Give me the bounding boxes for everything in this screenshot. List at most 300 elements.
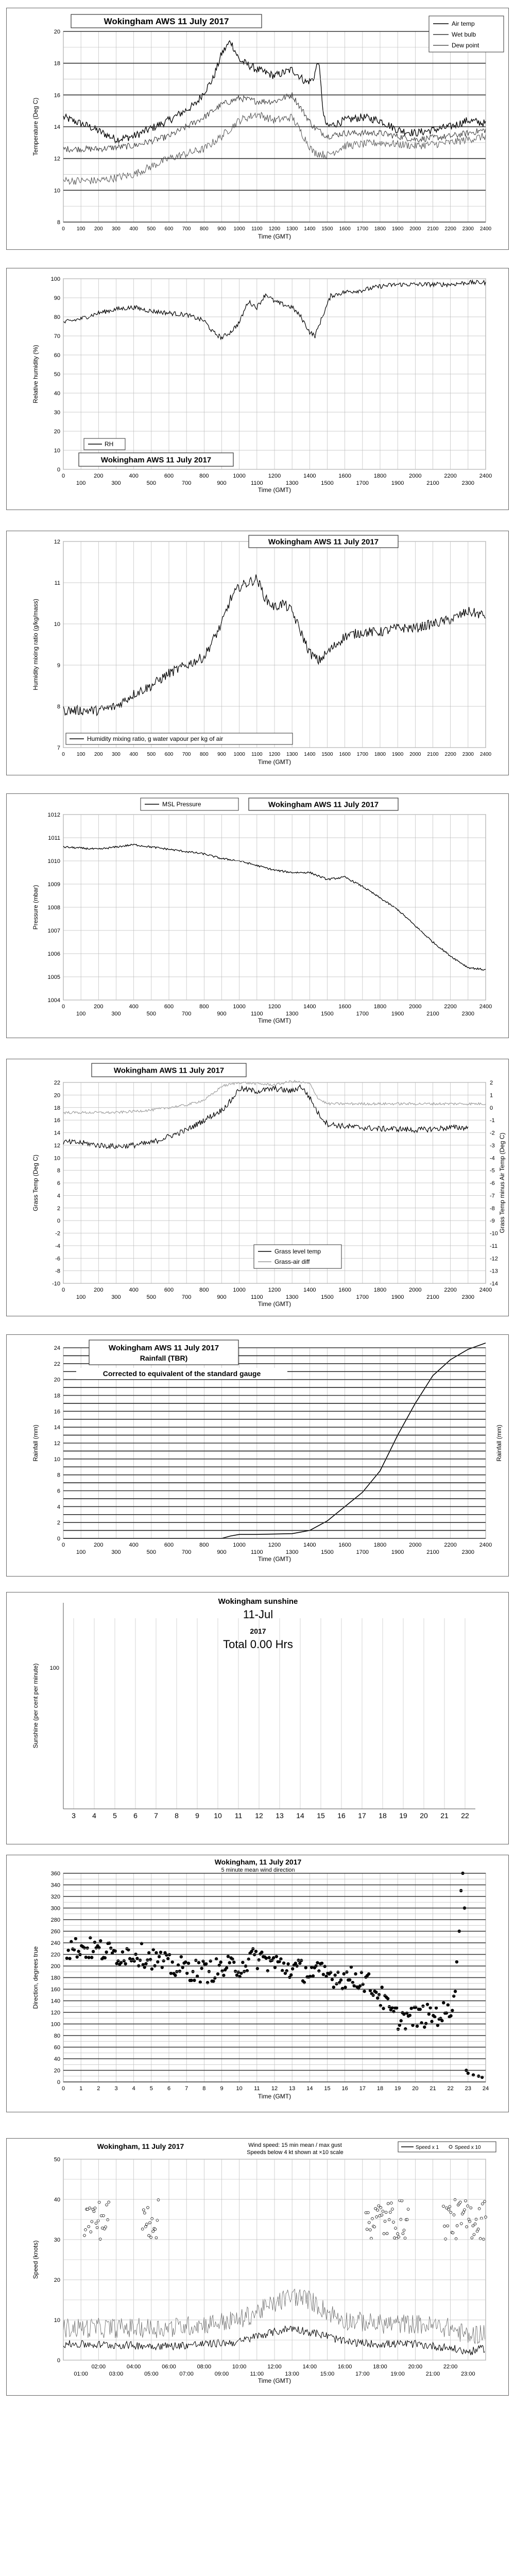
x-tick-label: 14 <box>306 2086 313 2092</box>
pressure-chart-panel <box>6 793 509 1038</box>
scaled-speed-point <box>376 2209 379 2211</box>
y-tick-label: -10 <box>52 1281 60 1287</box>
y2-tick-label: -3 <box>490 1142 495 1149</box>
x-tick-label: 20 <box>412 2086 419 2092</box>
y-tick-label: 20 <box>54 2277 60 2283</box>
direction-point <box>345 1970 348 1973</box>
scaled-speed-point <box>95 2222 97 2225</box>
x-tick-label: 2300 <box>462 752 474 757</box>
x-tick-label: 14 <box>296 1811 304 1820</box>
x-tick-label: 4 <box>132 2086 135 2092</box>
direction-point <box>272 1956 275 1959</box>
y-tick-label: 0 <box>57 1536 60 1542</box>
x-tick-label: 22 <box>447 2086 454 2092</box>
direction-point <box>449 2014 452 2017</box>
direction-point <box>379 2004 382 2007</box>
scaled-speed-point <box>447 2225 449 2227</box>
y-axis-label: Grass Temp (Deg C) <box>32 1155 39 1211</box>
y-tick-label: 90 <box>54 295 60 301</box>
x-tick-label: 2100 <box>426 1011 439 1017</box>
y-tick-label: 22 <box>54 1080 60 1086</box>
y-axis-label: Sunshine (per cent per minute) <box>32 1663 39 1749</box>
direction-point <box>156 1960 159 1963</box>
direction-point <box>206 1981 209 1984</box>
y2-tick-label: 1 <box>490 1092 493 1099</box>
mixing-ratio-chart-panel <box>6 531 509 775</box>
y-tick-label: 6 <box>57 1180 60 1187</box>
direction-point <box>320 1961 323 1964</box>
scaled-speed-point <box>470 2207 472 2209</box>
x-tick-label: 1000 <box>233 1542 246 1548</box>
direction-point <box>99 1939 102 1942</box>
direction-point <box>266 1969 269 1972</box>
x-tick-label: 1100 <box>251 226 263 232</box>
scaled-speed-point <box>98 2201 100 2204</box>
x-tick-label: 200 <box>94 1542 104 1548</box>
y2-tick-label: -6 <box>490 1180 495 1187</box>
direction-point <box>455 1960 458 1963</box>
scaled-speed-point <box>442 2205 445 2208</box>
direction-point <box>442 2001 445 2004</box>
y2-tick-label: -10 <box>490 1230 498 1237</box>
direction-point <box>85 1946 89 1950</box>
direction-point <box>171 1960 174 1963</box>
direction-point <box>402 2012 405 2015</box>
scaled-speed-point <box>107 2218 109 2221</box>
chart-title: Wokingham AWS 11 July 2017 <box>108 1344 219 1352</box>
wind-speed-chart <box>7 2139 509 2396</box>
chart-subtitle-2: Speeds below 4 kt shown at ×10 scale <box>247 2149 344 2156</box>
x-tick-label: 2000 <box>409 226 421 232</box>
direction-point <box>421 2005 424 2008</box>
scaled-speed-point <box>477 2228 479 2230</box>
plot-area <box>63 1603 475 1809</box>
x-tick-label: 2300 <box>461 1011 475 1017</box>
temperature-chart-panel <box>6 8 509 250</box>
y-tick-label: 10 <box>54 448 60 454</box>
direction-point <box>216 1972 219 1975</box>
x-tick-label: 1300 <box>286 752 298 757</box>
x-tick-label: 1300 <box>286 226 298 232</box>
x-tick-label: 1600 <box>338 1542 351 1548</box>
x-tick-label: 23:00 <box>461 2371 475 2377</box>
x-tick-label: 2400 <box>479 226 492 232</box>
x-tick-label: 2400 <box>479 752 492 757</box>
direction-point <box>87 1956 90 1959</box>
scaled-speed-point <box>370 2237 373 2240</box>
x-tick-label: 2200 <box>444 473 457 479</box>
chart-year: 2017 <box>250 1627 266 1635</box>
scaled-speed-point <box>407 2208 409 2211</box>
plot-area <box>63 541 486 748</box>
direction-point <box>76 1955 79 1958</box>
x-axis-label: Time (GMT) <box>258 1555 291 1563</box>
x-tick-label: 17:00 <box>355 2371 370 2377</box>
scaled-speed-point <box>443 2225 446 2228</box>
y2-axis-label: Rainfall (mm) <box>495 1425 503 1462</box>
direction-point <box>400 2019 403 2022</box>
wind-speed-chart-panel <box>6 2138 509 2396</box>
y-axis-label: Speed (knots) <box>32 2240 39 2279</box>
x-tick-label: 2200 <box>444 1287 457 1293</box>
y-tick-label: 260 <box>50 1928 60 1935</box>
x-tick-label: 1500 <box>321 1294 334 1300</box>
x-tick-label: 200 <box>94 226 103 232</box>
y2-tick-label: -5 <box>490 1167 495 1174</box>
scaled-speed-point <box>89 2207 91 2209</box>
direction-point <box>124 1962 127 1965</box>
x-tick-label: 1000 <box>233 752 245 757</box>
chart-date: 11-Jul <box>243 1608 273 1621</box>
direction-point <box>97 1946 100 1949</box>
scaled-speed-point <box>459 2201 461 2204</box>
scaled-speed-point <box>444 2238 447 2241</box>
y-tick-label: 8 <box>57 219 60 226</box>
scaled-speed-point <box>389 2211 391 2214</box>
x-tick-label: 1500 <box>321 1011 334 1017</box>
x-tick-label: 04:00 <box>126 2364 141 2370</box>
direction-point <box>336 1971 339 1974</box>
y-tick-label: 12 <box>54 156 60 162</box>
scaled-speed-point <box>96 2226 98 2229</box>
y-tick-label: -8 <box>55 1268 60 1275</box>
direction-point <box>149 1958 152 1961</box>
direction-point <box>180 1955 183 1958</box>
y-tick-label: 18 <box>54 1105 60 1111</box>
direction-point <box>178 1970 181 1973</box>
scaled-speed-point <box>402 2232 404 2235</box>
direction-point <box>235 1974 238 1977</box>
x-tick-label: 1700 <box>356 1011 369 1017</box>
direction-point <box>92 1950 95 1953</box>
x-tick-label: 15:00 <box>320 2371 335 2377</box>
direction-point <box>254 1950 258 1953</box>
scaled-speed-point <box>152 2230 154 2233</box>
direction-point <box>312 1974 315 1977</box>
scaled-speed-point <box>465 2199 467 2202</box>
direction-point <box>116 1959 119 1962</box>
x-tick-label: 500 <box>146 480 157 486</box>
scaled-speed-point <box>143 2212 146 2214</box>
x-tick-label: 900 <box>217 1294 227 1300</box>
direction-point <box>158 1955 161 1958</box>
direction-point <box>445 2011 448 2014</box>
sunshine-chart <box>7 1592 509 1845</box>
direction-point <box>435 2006 438 2009</box>
scaled-speed-point <box>148 2234 150 2237</box>
scaled-speed-point <box>464 2209 466 2211</box>
direction-point <box>109 1946 112 1950</box>
scaled-speed-point <box>145 2226 147 2228</box>
x-tick-label: 100 <box>76 226 85 232</box>
direction-point <box>251 1947 254 1950</box>
direction-point <box>83 1946 86 1950</box>
direction-point <box>162 1959 165 1962</box>
direction-point <box>289 1973 293 1976</box>
x-tick-label: 15 <box>324 2086 331 2092</box>
y2-tick-label: -2 <box>490 1130 495 1137</box>
y-tick-label: 200 <box>50 1963 60 1970</box>
direction-point <box>105 1951 108 1954</box>
scaled-speed-point <box>380 2207 382 2209</box>
x-tick-label: 2000 <box>409 1287 422 1293</box>
direction-point <box>212 1979 215 1982</box>
chart-note: Corrected to equivalent of the standard gauge <box>102 1369 261 1378</box>
x-tick-label: 21 <box>440 1811 449 1820</box>
x-tick-label: 0 <box>61 2086 65 2092</box>
scaled-speed-point <box>83 2234 86 2237</box>
y-tick-label: 12 <box>54 539 60 545</box>
scaled-speed-point <box>398 2235 400 2238</box>
x-tick-label: 300 <box>111 1011 121 1017</box>
x-tick-label: 800 <box>199 226 209 232</box>
grass-temp-chart-panel <box>6 1059 509 1316</box>
direction-point <box>427 2012 431 2015</box>
x-tick-label: 1400 <box>303 1542 316 1548</box>
scaled-speed-point <box>367 2211 369 2214</box>
direction-point <box>197 1961 200 1964</box>
scaled-speed-point <box>84 2229 87 2231</box>
x-tick-label: 100 <box>76 480 86 486</box>
direction-point <box>339 1978 342 1981</box>
y-tick-label: 1010 <box>47 858 60 865</box>
humidity-chart-panel <box>6 268 509 510</box>
x-tick-label: 600 <box>164 1004 174 1010</box>
x-tick-label: 2200 <box>444 226 456 232</box>
rainfall-chart <box>7 1335 509 1577</box>
x-tick-label: 0 <box>62 752 65 757</box>
direction-point <box>241 1961 244 1964</box>
y-tick-label: 7 <box>57 745 60 751</box>
scaled-speed-point <box>141 2228 144 2230</box>
x-tick-label: 1600 <box>338 1004 351 1010</box>
direction-point <box>275 1955 278 1958</box>
scaled-speed-point <box>475 2218 477 2221</box>
scaled-speed-point <box>483 2238 485 2241</box>
x-tick-label: 1800 <box>373 1004 387 1010</box>
direction-point <box>169 1972 173 1975</box>
sunshine-chart-panel <box>6 1592 509 1844</box>
x-tick-label: 5 <box>149 2086 153 2092</box>
direction-point <box>65 1957 68 1960</box>
x-tick-label: 11 <box>234 1811 243 1820</box>
direction-point <box>285 1969 288 1972</box>
x-tick-label: 800 <box>199 473 209 479</box>
y-tick-label: 9 <box>57 663 60 669</box>
y-tick-label: 1008 <box>47 905 60 911</box>
x-tick-label: 15 <box>317 1811 325 1820</box>
scaled-speed-point <box>157 2198 160 2201</box>
direction-point <box>374 1991 377 1994</box>
x-tick-label: 10:00 <box>232 2364 247 2370</box>
x-tick-label: 2100 <box>426 1294 439 1300</box>
x-tick-label: 1100 <box>251 480 263 486</box>
direction-point <box>133 1959 136 1962</box>
x-tick-label: 09:00 <box>214 2371 229 2377</box>
direction-point <box>68 1957 71 1960</box>
x-tick-label: 1900 <box>391 1294 404 1300</box>
x-tick-label: 600 <box>164 1287 174 1293</box>
scaled-speed-point <box>403 2229 405 2231</box>
y-tick-label: 20 <box>54 1092 60 1099</box>
direction-point <box>286 1962 289 1965</box>
x-tick-label: 21:00 <box>425 2371 440 2377</box>
x-tick-label: 200 <box>94 1287 104 1293</box>
y-tick-label: 2 <box>57 1205 60 1212</box>
y2-tick-label: -8 <box>490 1205 495 1212</box>
x-tick-label: 1200 <box>268 473 281 479</box>
y2-tick-label: -7 <box>490 1193 495 1199</box>
x-tick-label: 1400 <box>303 1287 316 1293</box>
direction-point <box>114 1950 117 1953</box>
x-tick-label: 1700 <box>356 1294 369 1300</box>
x-tick-label: 1600 <box>339 226 351 232</box>
direction-point <box>213 1976 216 1979</box>
x-tick-label: 16:00 <box>337 2364 352 2370</box>
legend <box>429 16 504 52</box>
direction-point <box>426 2003 429 2006</box>
x-tick-label: 700 <box>182 226 191 232</box>
scaled-speed-point <box>452 2232 454 2234</box>
scaled-speed-point <box>450 2211 452 2214</box>
mixing-ratio-chart <box>7 531 509 776</box>
scaled-speed-point <box>105 2226 107 2228</box>
scaled-speed-point <box>154 2228 157 2231</box>
x-tick-label: 6 <box>167 2086 171 2092</box>
direction-point <box>243 1970 246 1973</box>
y-tick-label: 80 <box>54 2033 60 2039</box>
x-tick-label: 2000 <box>409 752 421 757</box>
direction-point <box>377 1993 381 1996</box>
x-tick-label: 900 <box>217 1011 227 1017</box>
direction-point <box>147 1951 150 1954</box>
x-tick-label: 08:00 <box>197 2364 212 2370</box>
x-tick-label: 1300 <box>285 1549 299 1555</box>
x-tick-label: 3 <box>72 1811 76 1820</box>
direction-point <box>381 1986 384 1989</box>
x-axis-label: Time (GMT) <box>258 2377 291 2384</box>
legend-label: MSL Pressure <box>162 801 201 808</box>
scaled-speed-point <box>453 2214 455 2216</box>
x-tick-label: 19 <box>394 2086 401 2092</box>
x-tick-label: 13 <box>289 2086 296 2092</box>
scaled-speed-point <box>99 2238 101 2241</box>
chart-title: Wokingham AWS 11 July 2017 <box>100 455 212 465</box>
humidity-chart <box>7 268 509 511</box>
direction-point <box>362 1982 365 1986</box>
direction-point <box>303 1981 306 1984</box>
y-tick-label: 22 <box>54 1361 60 1367</box>
scaled-speed-point <box>373 2226 376 2228</box>
x-tick-label: 2400 <box>479 1004 492 1010</box>
legend-label: Humidity mixing ratio, g water vapour per kg of air <box>87 735 224 742</box>
direction-point <box>454 1990 457 1993</box>
x-tick-label: 1800 <box>373 1287 387 1293</box>
x-tick-label: 1400 <box>304 752 316 757</box>
y-tick-label: 20 <box>54 29 60 35</box>
y-tick-label: 10 <box>54 1456 60 1463</box>
x-tick-label: 800 <box>199 1287 209 1293</box>
scaled-speed-point <box>469 2220 471 2223</box>
y-tick-label: 220 <box>50 1952 60 1958</box>
chart-subtitle: Rainfall (TBR) <box>140 1354 188 1362</box>
x-tick-label: 2400 <box>479 1542 492 1548</box>
y-tick-label: 100 <box>49 1665 59 1671</box>
x-tick-label: 500 <box>147 752 156 757</box>
x-tick-label: 24 <box>482 2086 489 2092</box>
legend-label: Speed x 1 <box>416 2145 439 2150</box>
direction-point <box>404 2027 407 2030</box>
direction-point <box>165 1953 168 1956</box>
x-tick-label: 1800 <box>373 473 387 479</box>
scaled-speed-point <box>478 2208 480 2210</box>
x-tick-label: 400 <box>129 1004 139 1010</box>
direction-point <box>332 1986 335 1989</box>
direction-point <box>144 1962 147 1965</box>
scaled-speed-point <box>481 2202 484 2205</box>
x-tick-label: 07:00 <box>179 2371 194 2377</box>
y-axis-label: Rainfall (mm) <box>32 1425 39 1462</box>
x-tick-label: 1700 <box>356 1549 369 1555</box>
direction-point <box>341 1987 344 1990</box>
direction-point <box>208 1970 211 1973</box>
x-tick-label: 9 <box>195 1811 199 1820</box>
x-tick-label: 12 <box>255 1811 263 1820</box>
scaled-speed-point <box>456 2225 458 2227</box>
x-tick-label: 2100 <box>426 1549 439 1555</box>
x-tick-label: 300 <box>112 226 121 232</box>
y-tick-label: 70 <box>54 333 60 340</box>
direction-point <box>408 2014 411 2017</box>
chart-title: Wokingham, 11 July 2017 <box>214 1858 302 1866</box>
direction-point <box>232 1960 235 1963</box>
x-tick-label: 11:00 <box>250 2371 264 2377</box>
x-tick-label: 1200 <box>268 1004 281 1010</box>
direction-point <box>360 1971 363 1974</box>
direction-point <box>119 1961 123 1964</box>
x-tick-label: 2300 <box>461 1549 475 1555</box>
scaled-speed-point <box>394 2227 397 2230</box>
x-tick-label: 1400 <box>303 473 316 479</box>
x-tick-label: 3 <box>114 2086 118 2092</box>
scaled-speed-point <box>91 2221 93 2223</box>
legend-label: RH <box>105 440 114 448</box>
direction-point <box>200 1967 203 1970</box>
x-tick-label: 2400 <box>479 473 492 479</box>
y2-tick-label: 0 <box>490 1105 493 1111</box>
x-tick-label: 2000 <box>409 473 422 479</box>
legend-label: Dew point <box>452 42 479 49</box>
scaled-speed-point <box>149 2222 151 2224</box>
direction-point <box>351 1981 354 1984</box>
x-tick-label: 7 <box>154 1811 158 1820</box>
y-axis-label: Direction, degrees true <box>32 1946 39 2009</box>
x-tick-label: 06:00 <box>162 2364 176 2370</box>
y-tick-label: 8 <box>57 704 60 710</box>
x-tick-label: 0 <box>61 1004 65 1010</box>
x-tick-label: 10 <box>214 1811 222 1820</box>
direction-point <box>123 1959 126 1962</box>
chart-title: Wokingham sunshine <box>218 1597 298 1606</box>
legend <box>254 1245 341 1268</box>
y-tick-label: 20 <box>54 429 60 435</box>
y-tick-label: 0 <box>57 467 60 473</box>
x-tick-label: 700 <box>182 752 191 757</box>
y2-tick-label: -1 <box>490 1117 495 1124</box>
scaled-speed-point <box>155 2236 158 2239</box>
x-tick-label: 17 <box>359 2086 366 2092</box>
x-tick-label: 100 <box>76 1011 86 1017</box>
